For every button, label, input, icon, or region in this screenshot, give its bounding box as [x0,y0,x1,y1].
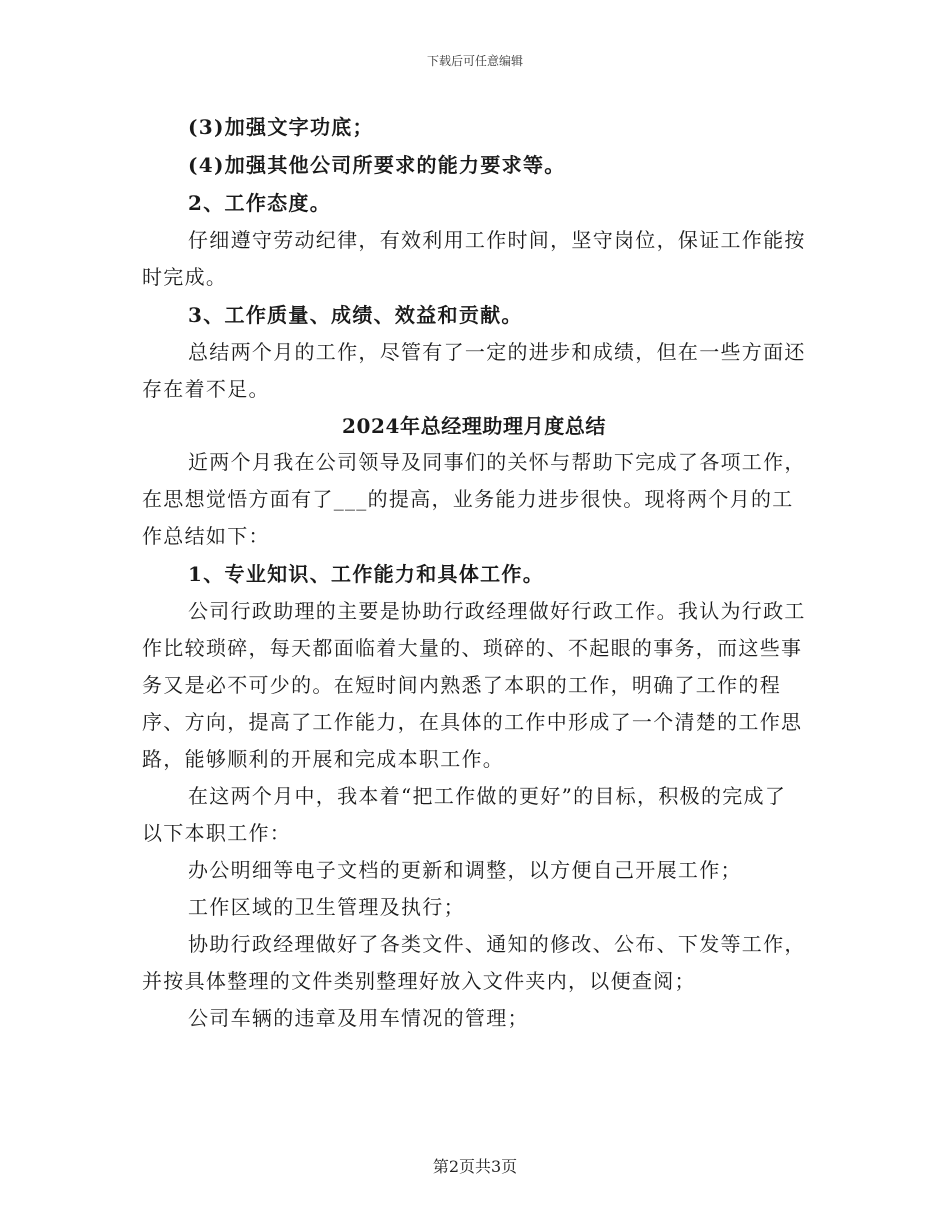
list-item: 办公明细等电子文档的更新和调整，以方便自己开展工作； [188,858,742,882]
list-item: 工作区域的卫生管理及执行； [188,895,465,919]
section-heading: 2、工作态度。 [188,191,332,215]
paragraph: 在这两个月中，我本着“把工作做的更好”的目标，积极的完成了以下本职工作： [142,784,787,845]
list-item: 公司车辆的违章及用车情况的管理； [188,1006,529,1030]
paragraph: 仔细遵守劳动纪律，有效利用工作时间，坚守岗位，保证工作能按时完成。 [142,228,806,289]
paragraph: (4)加强其他公司所要求的能力要求等。 [188,153,566,177]
document-body [142,108,806,1037]
paragraph: 总结两个月的工作，尽管有了一定的进步和成绩，但在一些方面还存在着不足。 [142,340,806,401]
paragraph: (3)加强文字功底； [188,115,374,139]
section-heading: 1、专业知识、工作能力和具体工作。 [188,562,545,586]
section-heading: 3、工作质量、成绩、效益和贡献。 [188,303,523,327]
page-number: 第2页共3页 [432,1157,518,1176]
page-header: 下载后可任意编辑 [426,54,523,68]
list-item: 协助行政经理做好了各类文件、通知的修改、公布、下发等工作，并按具体整理的文件类别整理好放入文件夹内，以便查阅； [142,932,806,993]
document-title: 2024年总经理助理月度总结 [341,414,607,438]
paragraph: 公司行政助理的主要是协助行政经理做好行政工作。我认为行政工作比较琐碎，每天都面临着大量的、琐碎的、不起眼的事务，而这些事务又是必不可少的。在短时间内熟悉了本职的工作，明确了工作的程序、方向，提高了工作能力，在具体的工作中形成了一个清楚的工作思路，能够顺利的开展和完成本职工作。 [142,599,806,771]
paragraph: 近两个月我在公司领导及同事们的关怀与帮助下完成了各项工作，在思想觉悟方面有了___的提高，业务能力进步很快。现将两个月的工作总结如下： [142,450,806,548]
